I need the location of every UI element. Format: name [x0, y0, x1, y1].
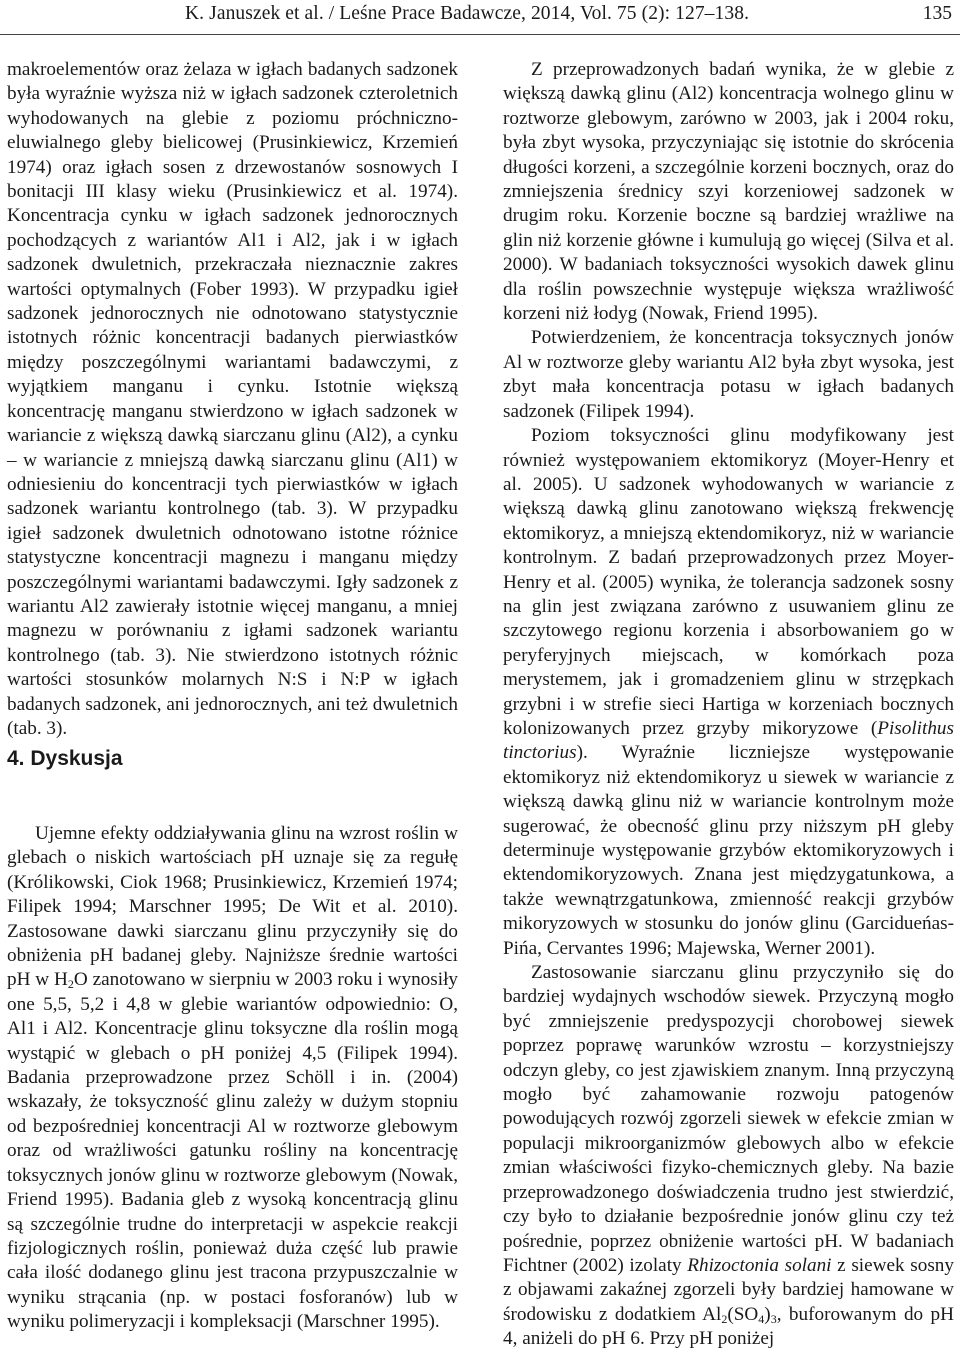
- paragraph-right-1: Z przeprowadzonych badań wynika, że w glebie z większą dawką glinu (Al2) koncentracja wolnego glinu w roztworze glebowym, zarówno w 2003, jak i 2004 roku, była zbyt wysoka, przyczyniając się istotnie do skrócenia długości korzeni, a szczególnie korzeni bocznych, oraz do zmniejszenia średnicy szyi korzeniowej sadzonek w drugim roku. Korzenie boczne są bardziej wrażliwe na glin niż korzenie główne i kumulują go więcej (Silva et al. 2000). W badaniach toksyczności wysokich dawek glinu dla roślin powszechnie występuje większa wrażliwość korzeni niż łodyg (Nowak, Friend 1995).: [503, 59, 954, 325]
- species-name: Rhizoctonia solani: [687, 1254, 832, 1276]
- page-header: [0, 0, 960, 30]
- paragraph-right-4: Zastosowanie siarczanu glinu przyczyniło się do bardziej wydajnych wschodów siewek. Przyczyną mogło być zmniejszenie predyspozycji chorobowej siewek poprzez poprawę warunków wzrostu – korzystniejszy odczyn gleby, co jest zjawiskiem znanym. Inną przyczyną mogło być zahamowanie rozwoju patogenów powodujących rozwój zgorzeli siewek w efekcie zmian w populacji mikroorganizmów glebowych albo w efekcie zmian właściwości fizyko-chemicznych gleby. Na bazie przeprowadzonego doświadczenia trudno jest stwierdzić, czy było to działanie bezpośrednie jonów glinu czy też pośrednie, poprzez obniżenie wartości pH. W badaniach Fichtner (2002) izolaty Rhizoctonia solani z siewek sosny z objawami zakaźnej zgorzeli były bardziej hamowane w środowisku z dodatkiem $Al_2(SO_4)_3$, buforowanym do pH 4, aniżeli do pH 6. Przy pH poniżej: [503, 962, 955, 1350]
- header-divider: [0, 34, 960, 35]
- left-column: [7, 58, 458, 741]
- journal-citation: K. Januszek et al. / Leśne Prace Badawcze, 2014, Vol. 75 (2): 127–138.: [185, 3, 750, 24]
- paragraph-discussion-1: Ujemne efekty oddziaływania glinu na wzrost roślin w glebach o niskich wartościach pH uznaje się za regułę (Królikowski, Ciok 1968; Prusinkiewicz, Krzemień 1974; Filipek 1994; Marschner 1995; De Wit et al. 2010). Zastosowane dawki siarczanu glinu przyczyniły się do obniżenia pH badanej gleby. Najniższe średnie wartości pH w $H_2O$ zanotowano w sierpniu w 2003 roku i wynosiły one 5,5, 5,2 i 4,8 w glebie wariantów odpowiednio: O, Al1 i Al2. Koncentracje glinu toksyczne dla roślin mogą wystąpić w glebach o pH poniżej 4,5 (Filipek 1994). Badania przeprowadzone przez Schöll i in. (2004) wskazały, że toksyczność glinu zależy w dużym stopniu od bezpośredniej koncentracji Al w roztworze glebowym oraz od wrażliwości gatunku rośliny na koncentrację toksycznych jonów glinu w roztworze glebowym (Nowak, Friend 1995). Badania gleb z wysoką koncentracją glinu są szczególnie trudne do interpretacji w aspekcie reakcji fizjologicznych roślin, ponieważ duża część lub prawie cała ilość dodanego glinu jest tracona przypuszczalnie w wyniku strącania (np. w postaci fosforanów) lub w wyniku polimeryzacji i kompleksacji (Marschner 1995).: [7, 823, 458, 1333]
- species-name: Pisolithus tinctorius: [503, 717, 954, 764]
- right-column: [503, 58, 954, 1352]
- paragraph-right-2: Potwierdzeniem, że koncentracja toksycznych jonów Al w roztworze gleby wariantu Al2 była zbyt wysoka, jest zbyt mała koncentracja potasu w igłach badanych sadzonek (Filipek 1994).: [503, 327, 954, 422]
- page-number: 135: [922, 3, 952, 24]
- paragraph-results-continued: makroelementów oraz żelaza w igłach badanych sadzonek była wyraźnie wyższa niż w igłach sadzonek czteroletnich wyhodowanych na glebie z poziomu próchniczno-eluwialnego gleby bielicowej (Prusinkiewicz, Krzemień 1974) oraz igłach sosen z drzewostanów sosnowych I bonitacji III klasy wieku (Prusinkiewicz et al. 1974). Koncentracja cynku w igłach sadzonek jednorocznych pochodzących z wariantów Al1 i Al2, jak i w igłach sadzonek dwuletnich, przekraczała nieznacznie zakres wartości optymalnych (Fober 1993). W przypadku igieł sadzonek jednorocznych nie odnotowano statystycznie istotnych różnic koncentracji badanych pierwiastków między poszczególnymi wariantami badawczymi, z wyjątkiem manganu i cynku. Istotnie większą koncentrację manganu stwierdzono w igłach sadzonek w wariancie z większą dawką siarczanu glinu (Al2), a cynku – w wariancie z mniejszą dawką siarczanu glinu (Al1) w odniesieniu do koncentracji tych pierwiastków w igłach sadzonek wariantu kontrolnego (tab. 3). W przypadku igieł sadzonek dwuletnich odnotowano istotne różnice statystyczne koncentracji magnezu i manganu między poszczególnymi wariantami badawczymi. Igły sadzonek z wariantu Al2 zawierały istotnie więcej manganu, a mniej magnezu w porównaniu z igłami sadzonek wariantu kontrolnego (tab. 3). Nie stwierdzono istotnych różnic wartości stosunków molarnych N:S i N:P w igłach badanych sadzonek, ani jednorocznych, ani też dwuletnich (tab. 3).: [7, 59, 458, 739]
- paragraph-right-3: Poziom toksyczności glinu modyfikowany jest również występowaniem ektomikoryz (Moyer-Henry et al. 2005). U sadzonek wyhodowanych w wariancie z większą dawką glinu zanotowano większą frekwencję ektomikoryz, a mniejszą ektendomikoryz, niż w wariancie kontrolnym. Z badań przeprowadzonych przez Moyer-Henry et al. (2005) wynika, że tolerancja sadzonek sosny na glin jest związana zarówno z usuwaniem glinu ze szczytowego regionu korzenia i absorbowaniem go w peryferyjnych miejscach, w komórkach poza merystemem, jak i gromadzeniem glinu w strzępkach grzybni i w strefie sieci Hartiga w korzeniach bocznych kolonizowanych przez grzyby mikoryzowe (Pisolithus tinctorius). Wyraźnie liczniejsze występowanie ektomikoryz niż ektendomikoryz u siewek w wariancie z większą dawką glinu niż w wariancie kontrolnym może sugerować, że obecność glinu przy niższym pH gleby determinuje występowanie grzybów ektomikoryzowych i ektendomikoryzowych. Znana jest międzygatunkowa, a także wewnątrzgatunkowa, zmienność reakcji grzybów mikoryzowych w stosunku do jonów glinu (Garcidueńas-Pińa, Cervantes 1996; Majewska, Werner 2001).: [503, 425, 954, 959]
- section-heading: 4. Dyskusja: [7, 747, 123, 770]
- left-column-discussion: [7, 822, 458, 1335]
